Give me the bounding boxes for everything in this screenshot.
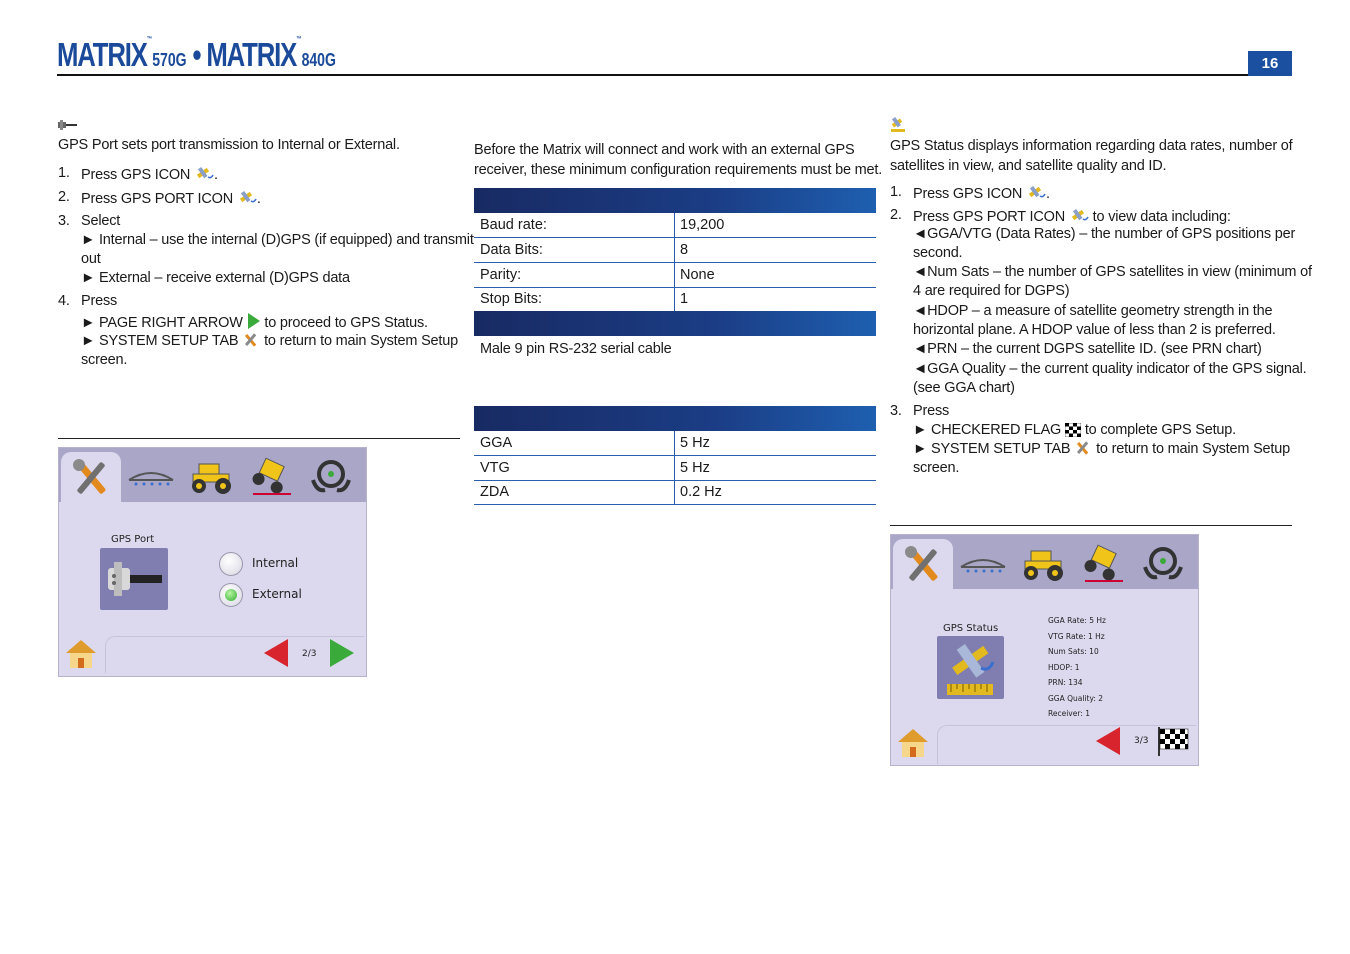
gps-readouts bbox=[1048, 613, 1106, 722]
radio-internal[interactable] bbox=[219, 552, 243, 576]
tractor-icon bbox=[1019, 543, 1067, 583]
col1-select-internal-cont: out bbox=[81, 251, 101, 267]
page-indicator: 2/3 bbox=[302, 649, 317, 659]
gps-port-icon bbox=[237, 188, 257, 213]
tab-boom[interactable] bbox=[953, 539, 1013, 587]
page-right-button[interactable] bbox=[329, 638, 355, 672]
col3-step3: Press bbox=[913, 403, 950, 419]
rate-table-header bbox=[474, 406, 876, 431]
gps-status-icon bbox=[890, 115, 906, 138]
table-row: Baud rate: 19,200 bbox=[474, 213, 876, 238]
col1-step3: Select bbox=[81, 213, 121, 229]
page-left-arrow-icon bbox=[1095, 726, 1121, 756]
tab-implement[interactable] bbox=[1073, 539, 1133, 587]
col3-bullet: horizontal plane. A HDOP value of less than 2 is preferred. bbox=[913, 322, 1276, 338]
system-setup-icon bbox=[1074, 440, 1092, 463]
readout-receiver: Receiver: 1 bbox=[1048, 709, 1090, 718]
tab-system-setup[interactable] bbox=[893, 539, 953, 591]
satellite-icon bbox=[937, 636, 1004, 699]
divider bbox=[890, 525, 1292, 526]
col3-bullet: ◄GGA Quality – the current quality indicator of the GPS signal. bbox=[913, 361, 1307, 377]
col3-bullet: 4 are required for DGPS) bbox=[913, 283, 1070, 299]
wrench-screwdriver-icon bbox=[69, 456, 113, 500]
table-row: Stop Bits: 1 bbox=[474, 287, 876, 311]
readout-vtg-rate: VTG Rate: 1 Hz bbox=[1048, 631, 1105, 641]
col1-step4: Press bbox=[81, 293, 118, 309]
col1-step2: Press GPS PORT ICON . bbox=[81, 188, 261, 213]
icon-label: GPS Status bbox=[943, 623, 999, 634]
gps-status-button[interactable] bbox=[937, 636, 1004, 699]
checkered-flag-icon bbox=[1157, 725, 1191, 757]
table-row: Data Bits: 8 bbox=[474, 238, 876, 263]
serial-connector-icon bbox=[100, 548, 168, 610]
readout-num-sats: Num Sats: 10 bbox=[1048, 647, 1099, 656]
table-row: GGA 5 Hz bbox=[474, 431, 876, 456]
radio-external-label: External bbox=[252, 587, 302, 601]
readout-gga-rate: GGA Rate: 5 Hz bbox=[1048, 616, 1106, 625]
page-right-arrow-icon bbox=[329, 638, 355, 668]
step-number: 2. bbox=[890, 207, 902, 223]
boom-icon bbox=[958, 551, 1008, 575]
tab-steering[interactable] bbox=[1133, 539, 1193, 587]
gps-status-screen bbox=[890, 534, 1199, 766]
tab-implement[interactable] bbox=[241, 452, 301, 500]
col2-intro: Before the Matrix will connect and work with an external GPS bbox=[474, 142, 855, 158]
col1-select-external: ► External – receive external (D)GPS data bbox=[81, 270, 350, 286]
page-left-button[interactable] bbox=[263, 638, 289, 672]
cable-table-header bbox=[474, 311, 876, 336]
radio-internal-label: Internal bbox=[252, 556, 299, 570]
radio-external[interactable] bbox=[219, 583, 243, 607]
steering-wheel-icon bbox=[309, 456, 353, 496]
col1-page-right: ► PAGE RIGHT ARROW to proceed to GPS Status. bbox=[81, 312, 428, 337]
page-left-arrow-icon bbox=[263, 638, 289, 668]
divider bbox=[58, 438, 460, 439]
tilt-tractor-icon bbox=[1079, 541, 1127, 585]
col3-bullet: ◄PRN – the current DGPS satellite ID. (see PRN chart) bbox=[913, 341, 1262, 357]
readout-gga-quality: GGA Quality: 2 bbox=[1048, 693, 1104, 703]
tab-vehicle[interactable] bbox=[181, 452, 241, 500]
col1-step1: Press GPS ICON . bbox=[81, 164, 218, 189]
col3-bullet: (see GGA chart) bbox=[913, 380, 1015, 396]
cable-text: Male 9 pin RS-232 serial cable bbox=[480, 341, 672, 357]
home-button[interactable] bbox=[63, 636, 99, 672]
system-setup-icon bbox=[242, 332, 260, 355]
gps-port-icon bbox=[58, 118, 78, 136]
col3-system-setup-cont: screen. bbox=[913, 460, 960, 476]
gps-icon bbox=[1026, 183, 1046, 208]
tractor-icon bbox=[187, 456, 235, 496]
home-icon bbox=[63, 636, 99, 672]
col3-bullet: ◄GGA/VTG (Data Rates) – the number of GPS positions per bbox=[913, 226, 1296, 242]
step-number: 2. bbox=[58, 189, 70, 205]
tab-system-setup[interactable] bbox=[61, 452, 121, 504]
boom-icon bbox=[126, 464, 176, 488]
step-number: 3. bbox=[890, 403, 902, 419]
brand-logo: MATRIX™570G • MATRIX™840G bbox=[57, 36, 336, 73]
step-number: 3. bbox=[58, 213, 70, 229]
tilt-tractor-icon bbox=[247, 454, 295, 498]
col3-system-setup: ► SYSTEM SETUP TAB to return to main System Setup bbox=[913, 440, 1290, 463]
col3-bullet: second. bbox=[913, 245, 963, 261]
col3-intro-cont: satellites in view, and satellite quality and ID. bbox=[890, 158, 1167, 174]
step-number: 4. bbox=[58, 293, 70, 309]
steering-wheel-icon bbox=[1141, 543, 1185, 583]
table-row: Parity: None bbox=[474, 263, 876, 288]
page-left-button[interactable] bbox=[1095, 726, 1121, 760]
col3-intro: GPS Status displays information regarding data rates, number of bbox=[890, 138, 1293, 154]
readout-hdop: HDOP: 1 bbox=[1048, 662, 1080, 672]
config-table-header bbox=[474, 188, 876, 213]
col3-bullet: ◄Num Sats – the number of GPS satellites in view (minimum of bbox=[913, 264, 1312, 280]
page-indicator: 3/3 bbox=[1134, 736, 1149, 746]
table-row: ZDA 0.2 Hz bbox=[474, 480, 876, 505]
tab-boom[interactable] bbox=[121, 452, 181, 500]
col3-flag: ► CHECKERED FLAG to complete GPS Setup. bbox=[913, 421, 1236, 444]
col1-select-internal: ► Internal – use the internal (D)GPS (if equipped) and transmit bbox=[81, 232, 474, 248]
gps-port-button[interactable] bbox=[100, 548, 168, 610]
tab-vehicle[interactable] bbox=[1013, 539, 1073, 587]
home-icon bbox=[895, 725, 931, 761]
gps-icon bbox=[194, 164, 214, 189]
col1-intro: GPS Port sets port transmission to Internal or External. bbox=[58, 137, 400, 153]
home-button[interactable] bbox=[895, 725, 931, 761]
icon-label: GPS Port bbox=[111, 534, 155, 545]
gps-port-screen bbox=[58, 447, 367, 677]
readout-prn: PRN: 134 bbox=[1048, 678, 1083, 687]
col1-system-setup: ► SYSTEM SETUP TAB to return to main System Setup bbox=[81, 332, 458, 355]
header-rule bbox=[57, 74, 1292, 76]
step-number: 1. bbox=[58, 165, 70, 181]
tab-steering[interactable] bbox=[301, 452, 361, 500]
step-number: 1. bbox=[890, 184, 902, 200]
col3-bullet: ◄HDOP – a measure of satellite geometry strength in the bbox=[913, 303, 1273, 319]
page-number: 16 bbox=[1248, 51, 1292, 76]
wrench-screwdriver-icon bbox=[901, 543, 945, 587]
col3-step1: Press GPS ICON . bbox=[913, 183, 1050, 208]
col1-system-setup-cont: screen. bbox=[81, 352, 128, 368]
col3-step2: Press GPS PORT ICON to view data including: bbox=[913, 206, 1231, 231]
complete-setup-button[interactable] bbox=[1157, 725, 1191, 761]
col2-intro-cont: receiver, these minimum configuration requirements must be met. bbox=[474, 162, 883, 178]
table-row: VTG 5 Hz bbox=[474, 456, 876, 481]
bottom-nav-panel bbox=[105, 636, 364, 673]
